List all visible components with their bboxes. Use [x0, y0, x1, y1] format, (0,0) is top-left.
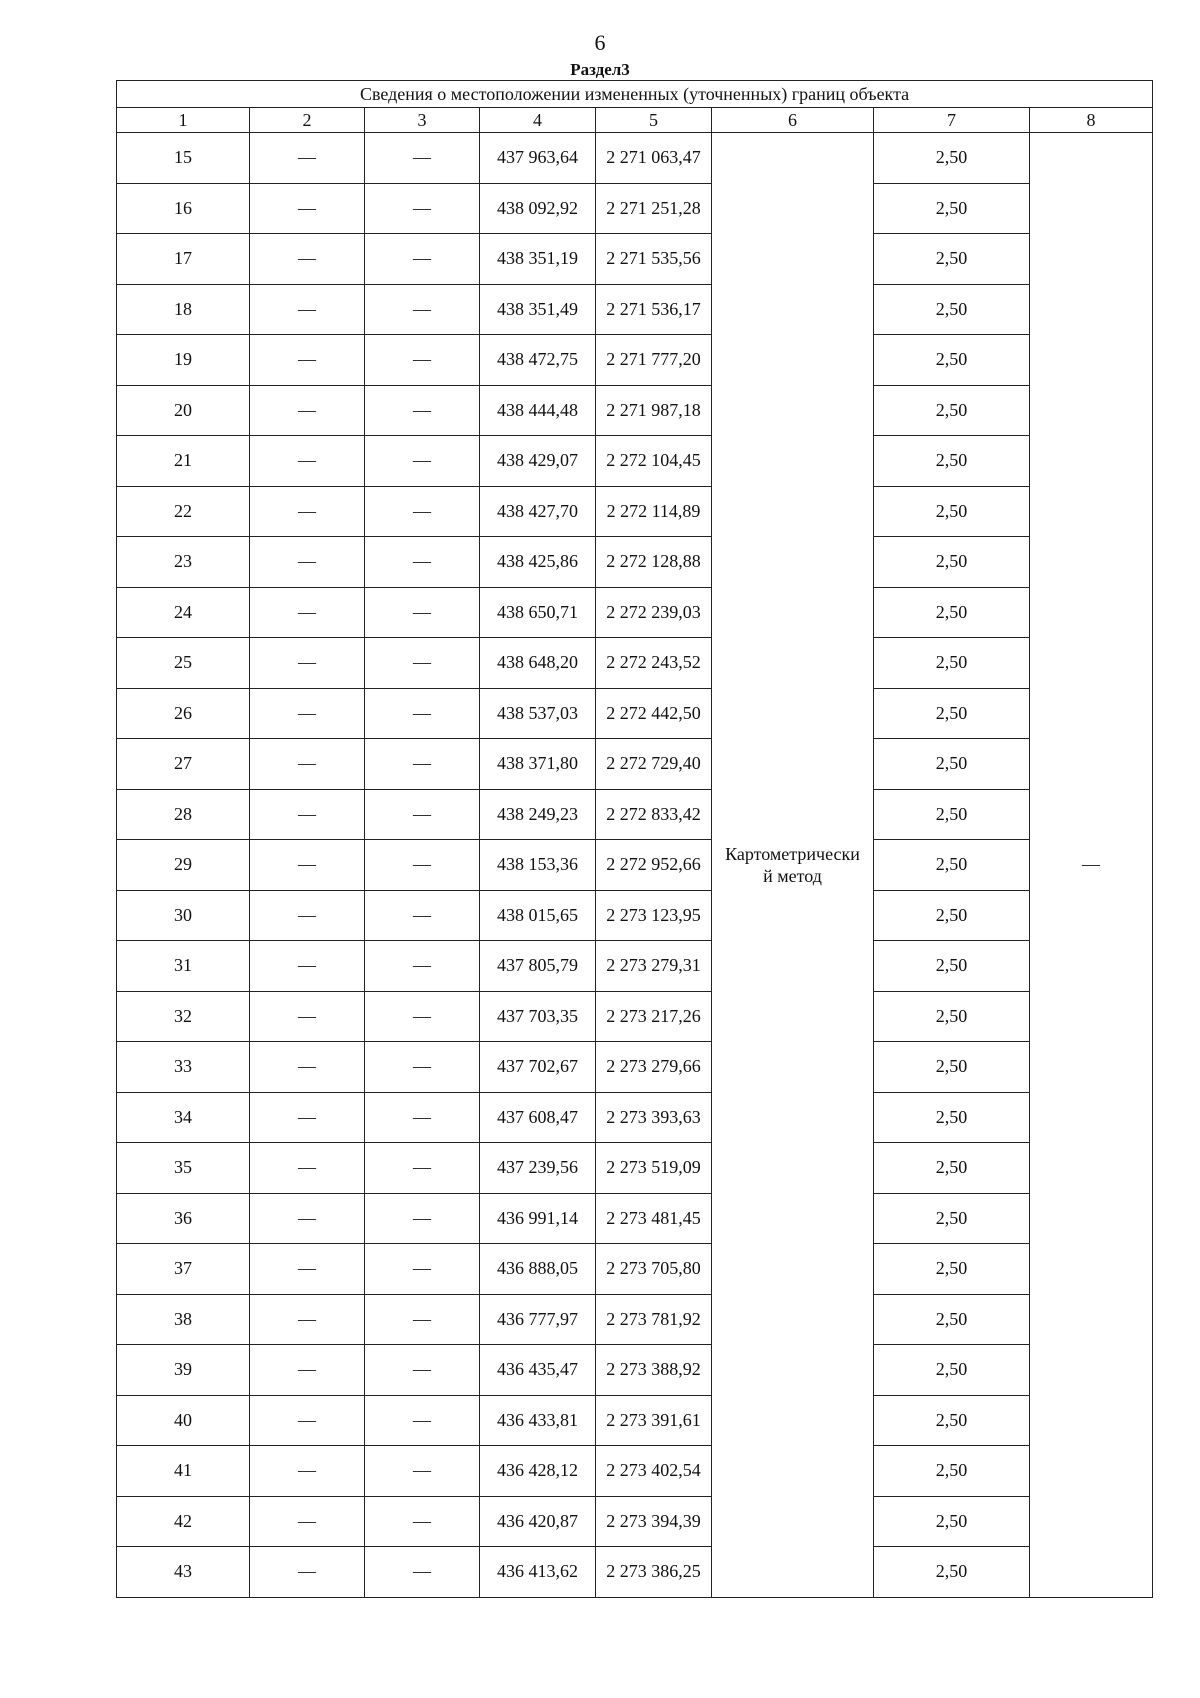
column-3-cell: —	[365, 1496, 480, 1547]
accuracy-cell: 2,50	[874, 587, 1030, 638]
column-number-8: 8	[1030, 108, 1153, 133]
column-3-cell: —	[365, 133, 480, 184]
accuracy-cell: 2,50	[874, 1496, 1030, 1547]
column-3-cell: —	[365, 840, 480, 891]
accuracy-cell: 2,50	[874, 1345, 1030, 1396]
point-number-cell: 36	[117, 1193, 250, 1244]
point-number-cell: 42	[117, 1496, 250, 1547]
column-3-cell: —	[365, 183, 480, 234]
accuracy-cell: 2,50	[874, 234, 1030, 285]
table-row	[117, 789, 1153, 840]
coordinate-y-cell: 2 272 952,66	[596, 840, 712, 891]
coordinate-x-cell: 438 092,92	[480, 183, 596, 234]
point-number-cell: 37	[117, 1244, 250, 1295]
coordinate-y-cell: 2 272 114,89	[596, 486, 712, 537]
column-3-cell: —	[365, 537, 480, 588]
point-number-cell: 34	[117, 1092, 250, 1143]
table-row	[117, 1547, 1153, 1598]
coordinate-x-cell: 438 429,07	[480, 436, 596, 487]
column-number-4: 4	[480, 108, 596, 133]
coordinate-x-cell: 438 650,71	[480, 587, 596, 638]
coordinate-y-cell: 2 273 519,09	[596, 1143, 712, 1194]
coordinate-y-cell: 2 272 239,03	[596, 587, 712, 638]
table-row	[117, 1395, 1153, 1446]
coordinate-x-cell: 438 425,86	[480, 537, 596, 588]
column-2-cell: —	[250, 1092, 365, 1143]
point-number-cell: 30	[117, 890, 250, 941]
point-number-cell: 38	[117, 1294, 250, 1345]
table-row	[117, 335, 1153, 386]
coordinate-x-cell: 437 702,67	[480, 1042, 596, 1093]
table-row	[117, 1092, 1153, 1143]
coordinate-y-cell: 2 271 777,20	[596, 335, 712, 386]
table-row	[117, 234, 1153, 285]
table-row	[117, 1345, 1153, 1396]
table-row	[117, 991, 1153, 1042]
coordinate-x-cell: 436 777,97	[480, 1294, 596, 1345]
column-number-5: 5	[596, 108, 712, 133]
accuracy-cell: 2,50	[874, 638, 1030, 689]
coordinate-y-cell: 2 271 063,47	[596, 133, 712, 184]
accuracy-cell: 2,50	[874, 941, 1030, 992]
coordinate-y-cell: 2 272 442,50	[596, 688, 712, 739]
column-2-cell: —	[250, 284, 365, 335]
column-number-1: 1	[117, 108, 250, 133]
column-3-cell: —	[365, 1244, 480, 1295]
table-row	[117, 840, 1153, 891]
accuracy-cell: 2,50	[874, 1446, 1030, 1497]
table-row	[117, 739, 1153, 790]
column-3-cell: —	[365, 1446, 480, 1497]
column-2-cell: —	[250, 1294, 365, 1345]
accuracy-cell: 2,50	[874, 890, 1030, 941]
coordinate-x-cell: 436 888,05	[480, 1244, 596, 1295]
coordinate-y-cell: 2 273 393,63	[596, 1092, 712, 1143]
column-2-cell: —	[250, 385, 365, 436]
coordinate-y-cell: 2 272 833,42	[596, 789, 712, 840]
coordinate-y-cell: 2 271 535,56	[596, 234, 712, 285]
column-3-cell: —	[365, 1345, 480, 1396]
coordinate-y-cell: 2 273 705,80	[596, 1244, 712, 1295]
coordinates-table	[116, 80, 1153, 1598]
table-body	[117, 133, 1153, 1598]
column-2-cell: —	[250, 537, 365, 588]
column-3-cell: —	[365, 385, 480, 436]
column-number-7: 7	[874, 108, 1030, 133]
column-2-cell: —	[250, 234, 365, 285]
point-number-cell: 27	[117, 739, 250, 790]
page-number: 6	[594, 30, 606, 55]
coordinate-y-cell: 2 272 104,45	[596, 436, 712, 487]
table-row	[117, 284, 1153, 335]
point-number-cell: 19	[117, 335, 250, 386]
point-number-cell: 32	[117, 991, 250, 1042]
column-3-cell: —	[365, 436, 480, 487]
column-2-cell: —	[250, 436, 365, 487]
point-number-cell: 22	[117, 486, 250, 537]
accuracy-cell: 2,50	[874, 1193, 1030, 1244]
column-2-cell: —	[250, 335, 365, 386]
coordinate-y-cell: 2 271 251,28	[596, 183, 712, 234]
point-number-cell: 43	[117, 1547, 250, 1598]
column-number-6: 6	[712, 108, 874, 133]
coordinate-y-cell: 2 273 388,92	[596, 1345, 712, 1396]
accuracy-cell: 2,50	[874, 537, 1030, 588]
coordinate-x-cell: 436 433,81	[480, 1395, 596, 1446]
column-2-cell: —	[250, 133, 365, 184]
accuracy-cell: 2,50	[874, 133, 1030, 184]
table-caption: Сведения о местоположении измененных (уточненных) границ объекта	[117, 81, 1153, 108]
section-title: Раздел3	[570, 60, 630, 79]
accuracy-cell: 2,50	[874, 385, 1030, 436]
point-number-cell: 31	[117, 941, 250, 992]
table-row	[117, 1193, 1153, 1244]
table-row	[117, 1042, 1153, 1093]
column-3-cell: —	[365, 284, 480, 335]
column-3-cell: —	[365, 638, 480, 689]
coordinate-y-cell: 2 273 386,25	[596, 1547, 712, 1598]
accuracy-cell: 2,50	[874, 840, 1030, 891]
column-2-cell: —	[250, 1547, 365, 1598]
point-number-cell: 35	[117, 1143, 250, 1194]
column-3-cell: —	[365, 1092, 480, 1143]
accuracy-cell: 2,50	[874, 284, 1030, 335]
accuracy-cell: 2,50	[874, 1042, 1030, 1093]
coordinate-y-cell: 2 273 217,26	[596, 991, 712, 1042]
coordinate-y-cell: 2 273 279,31	[596, 941, 712, 992]
point-number-cell: 20	[117, 385, 250, 436]
column-2-cell: —	[250, 1395, 365, 1446]
column-number-row	[117, 108, 1153, 133]
table-row	[117, 133, 1153, 184]
column-3-cell: —	[365, 587, 480, 638]
column-3-cell: —	[365, 688, 480, 739]
table-row	[117, 1244, 1153, 1295]
coordinate-y-cell: 2 271 536,17	[596, 284, 712, 335]
column-3-cell: —	[365, 335, 480, 386]
method-line-1: Картометрически	[725, 843, 860, 864]
method-cell	[712, 133, 874, 1598]
table-row	[117, 587, 1153, 638]
column-3-cell: —	[365, 1294, 480, 1345]
point-number-cell: 16	[117, 183, 250, 234]
coordinate-x-cell: 436 420,87	[480, 1496, 596, 1547]
table-row	[117, 941, 1153, 992]
accuracy-cell: 2,50	[874, 789, 1030, 840]
coordinate-x-cell: 437 608,47	[480, 1092, 596, 1143]
table-row	[117, 1446, 1153, 1497]
point-number-cell: 29	[117, 840, 250, 891]
accuracy-cell: 2,50	[874, 1294, 1030, 1345]
table-row	[117, 436, 1153, 487]
coordinate-x-cell: 436 413,62	[480, 1547, 596, 1598]
point-number-cell: 15	[117, 133, 250, 184]
column-2-cell: —	[250, 688, 365, 739]
point-number-cell: 17	[117, 234, 250, 285]
accuracy-cell: 2,50	[874, 739, 1030, 790]
table-row	[117, 385, 1153, 436]
coordinate-x-cell: 437 963,64	[480, 133, 596, 184]
column-2-cell: —	[250, 1446, 365, 1497]
point-number-cell: 33	[117, 1042, 250, 1093]
table-caption-row	[117, 81, 1153, 108]
coordinate-y-cell: 2 272 243,52	[596, 638, 712, 689]
coordinate-x-cell: 437 805,79	[480, 941, 596, 992]
accuracy-cell: 2,50	[874, 486, 1030, 537]
coordinate-x-cell: 436 991,14	[480, 1193, 596, 1244]
column-2-cell: —	[250, 941, 365, 992]
column-3-cell: —	[365, 890, 480, 941]
table-row	[117, 183, 1153, 234]
column-3-cell: —	[365, 991, 480, 1042]
table-row	[117, 1496, 1153, 1547]
column-8-cell: —	[1030, 133, 1153, 1598]
accuracy-cell: 2,50	[874, 1395, 1030, 1446]
point-number-cell: 18	[117, 284, 250, 335]
column-2-cell: —	[250, 991, 365, 1042]
point-number-cell: 21	[117, 436, 250, 487]
column-2-cell: —	[250, 1042, 365, 1093]
coordinate-x-cell: 437 703,35	[480, 991, 596, 1042]
column-2-cell: —	[250, 486, 365, 537]
coordinate-y-cell: 2 273 123,95	[596, 890, 712, 941]
method-line-2: й метод	[763, 865, 822, 886]
coordinate-x-cell: 438 153,36	[480, 840, 596, 891]
accuracy-cell: 2,50	[874, 1143, 1030, 1194]
table-row	[117, 486, 1153, 537]
coordinate-x-cell: 438 015,65	[480, 890, 596, 941]
column-2-cell: —	[250, 1193, 365, 1244]
coordinate-x-cell: 438 249,23	[480, 789, 596, 840]
column-2-cell: —	[250, 739, 365, 790]
coordinate-y-cell: 2 273 391,61	[596, 1395, 712, 1446]
accuracy-cell: 2,50	[874, 688, 1030, 739]
coordinate-x-cell: 436 435,47	[480, 1345, 596, 1396]
coordinate-y-cell: 2 273 402,54	[596, 1446, 712, 1497]
column-3-cell: —	[365, 941, 480, 992]
coordinate-y-cell: 2 273 394,39	[596, 1496, 712, 1547]
point-number-cell: 41	[117, 1446, 250, 1497]
accuracy-cell: 2,50	[874, 183, 1030, 234]
table-row	[117, 688, 1153, 739]
column-2-cell: —	[250, 1244, 365, 1295]
column-2-cell: —	[250, 890, 365, 941]
column-3-cell: —	[365, 486, 480, 537]
coordinate-x-cell: 438 371,80	[480, 739, 596, 790]
coordinate-x-cell: 438 444,48	[480, 385, 596, 436]
column-2-cell: —	[250, 1143, 365, 1194]
column-3-cell: —	[365, 234, 480, 285]
point-number-cell: 40	[117, 1395, 250, 1446]
coordinate-x-cell: 438 351,19	[480, 234, 596, 285]
accuracy-cell: 2,50	[874, 991, 1030, 1042]
coordinate-x-cell: 438 427,70	[480, 486, 596, 537]
column-3-cell: —	[365, 1143, 480, 1194]
coordinate-y-cell: 2 272 128,88	[596, 537, 712, 588]
column-3-cell: —	[365, 789, 480, 840]
table-row	[117, 890, 1153, 941]
column-2-cell: —	[250, 840, 365, 891]
column-3-cell: —	[365, 739, 480, 790]
point-number-cell: 39	[117, 1345, 250, 1396]
column-3-cell: —	[365, 1395, 480, 1446]
column-2-cell: —	[250, 587, 365, 638]
accuracy-cell: 2,50	[874, 1092, 1030, 1143]
accuracy-cell: 2,50	[874, 335, 1030, 386]
column-2-cell: —	[250, 638, 365, 689]
point-number-cell: 25	[117, 638, 250, 689]
coordinate-y-cell: 2 271 987,18	[596, 385, 712, 436]
table-row	[117, 537, 1153, 588]
point-number-cell: 28	[117, 789, 250, 840]
point-number-cell: 24	[117, 587, 250, 638]
coordinate-y-cell: 2 272 729,40	[596, 739, 712, 790]
point-number-cell: 23	[117, 537, 250, 588]
accuracy-cell: 2,50	[874, 1547, 1030, 1598]
table-row	[117, 638, 1153, 689]
coordinate-x-cell: 438 472,75	[480, 335, 596, 386]
coordinate-x-cell: 438 537,03	[480, 688, 596, 739]
coordinate-x-cell: 437 239,56	[480, 1143, 596, 1194]
coordinate-y-cell: 2 273 481,45	[596, 1193, 712, 1244]
accuracy-cell: 2,50	[874, 1244, 1030, 1295]
coordinate-x-cell: 438 351,49	[480, 284, 596, 335]
column-number-3: 3	[365, 108, 480, 133]
coordinate-x-cell: 436 428,12	[480, 1446, 596, 1497]
column-number-2: 2	[250, 108, 365, 133]
column-3-cell: —	[365, 1042, 480, 1093]
column-2-cell: —	[250, 1345, 365, 1396]
column-2-cell: —	[250, 789, 365, 840]
coordinate-y-cell: 2 273 279,66	[596, 1042, 712, 1093]
coordinate-x-cell: 438 648,20	[480, 638, 596, 689]
table-row	[117, 1143, 1153, 1194]
table-row	[117, 1294, 1153, 1345]
accuracy-cell: 2,50	[874, 436, 1030, 487]
point-number-cell: 26	[117, 688, 250, 739]
column-3-cell: —	[365, 1547, 480, 1598]
column-3-cell: —	[365, 1193, 480, 1244]
column-2-cell: —	[250, 183, 365, 234]
column-2-cell: —	[250, 1496, 365, 1547]
coordinate-y-cell: 2 273 781,92	[596, 1294, 712, 1345]
